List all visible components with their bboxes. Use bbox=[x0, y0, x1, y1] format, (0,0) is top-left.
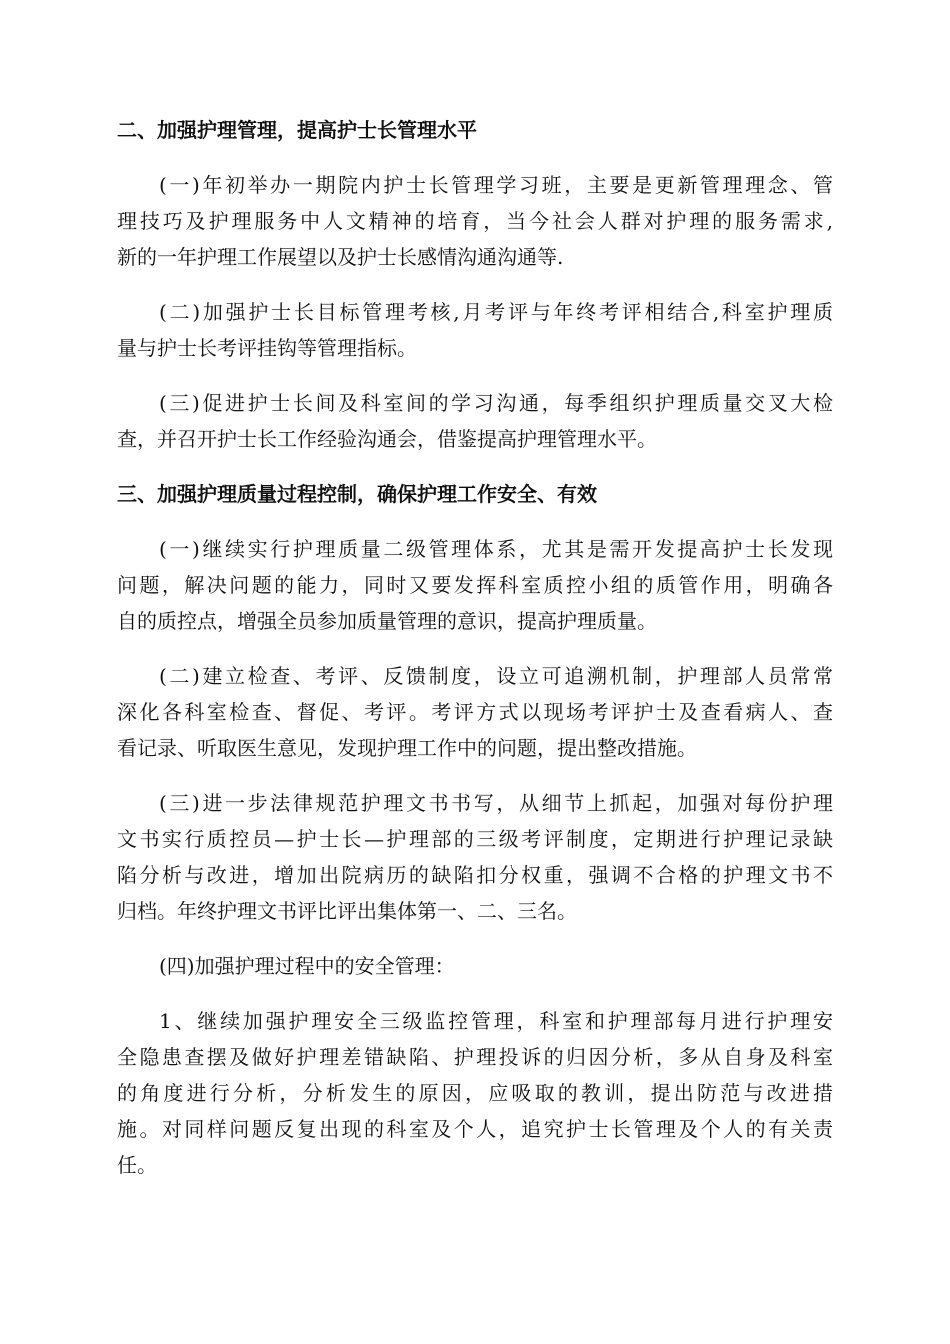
text-line: (二)建立检查、考评、反馈制度，设立可追溯机制，护理部人员常常 bbox=[159, 664, 833, 688]
text-line: 深化各科室检查、督促、考评。考评方式以现场考评护士及查看病人、查 bbox=[117, 700, 833, 724]
text-line: 查，并召开护士长工作经验沟通会，借鉴提高护理管理水平。 bbox=[117, 427, 657, 451]
text-line: 问题，解决问题的能力，同时又要发挥科室质控小组的质管作用，明确各 bbox=[117, 573, 833, 597]
text-line: 的角度进行分析，分析发生的原因，应吸取的教训，提出防范与改进措 bbox=[117, 1081, 833, 1105]
text-line: 施。对同样问题反复出现的科室及个人，追究护士长管理及个人的有关责 bbox=[117, 1117, 833, 1141]
paragraph-3-2 bbox=[117, 658, 833, 766]
paragraph-2-1 bbox=[117, 167, 833, 275]
paragraph-3-4-1 bbox=[117, 1003, 833, 1183]
document-page bbox=[117, 112, 833, 1202]
paragraph-3-3 bbox=[117, 785, 833, 929]
section-heading-2: 二、加强护理管理，提高护士长管理水平 bbox=[117, 118, 477, 142]
text-line: 任。 bbox=[117, 1153, 157, 1177]
text-line: 全隐患查摆及做好护理差错缺陷、护理投诉的归因分析，多从自身及科室 bbox=[117, 1045, 833, 1069]
text-line: 新的一年护理工作展望以及护士长感情沟通沟通等. bbox=[117, 245, 564, 269]
text-line: 文书实行质控员—护士长—护理部的三级考评制度，定期进行护理记录缺 bbox=[117, 827, 833, 851]
section-heading-3: 三、加强护理质量过程控制，确保护理工作安全、有效 bbox=[117, 482, 597, 506]
paragraph-2-2 bbox=[117, 294, 833, 366]
text-line: 量与护士长考评挂钩等管理指标。 bbox=[117, 336, 417, 360]
text-line: (三)进一步法律规范护理文书书写，从细节上抓起，加强对每份护理 bbox=[159, 791, 833, 815]
text-line: (一)年初举办一期院内护士长管理学习班，主要是更新管理理念、管 bbox=[159, 173, 833, 197]
text-line: 看记录、听取医生意见，发现护理工作中的问题，提出整改措施。 bbox=[117, 736, 697, 760]
paragraph-3-1 bbox=[117, 531, 833, 639]
paragraph-3-4 bbox=[117, 948, 833, 984]
text-line: 理技巧及护理服务中人文精神的培育，当今社会人群对护理的服务需求, bbox=[117, 209, 833, 233]
paragraph-2-3 bbox=[117, 385, 833, 457]
text-line: 归档。年终护理文书评比评出集体第一、二、三名。 bbox=[117, 899, 577, 923]
text-line: 1、继续加强护理安全三级监控管理，科室和护理部每月进行护理安 bbox=[159, 1009, 833, 1033]
text-line: (二)加强护士长目标管理考核,月考评与年终考评相结合,科室护理质 bbox=[159, 300, 833, 324]
text-line: (一)继续实行护理质量二级管理体系，尤其是需开发提高护士长发现 bbox=[159, 537, 833, 561]
text-line: 陷分析与改进，增加出院病历的缺陷扣分权重，强调不合格的护理文书不 bbox=[117, 863, 833, 887]
text-line: (四)加强护理过程中的安全管理： bbox=[159, 954, 455, 978]
text-line: 自的质控点，增强全员参加质量管理的意识，提高护理质量。 bbox=[117, 609, 657, 633]
text-line: (三)促进护士长间及科室间的学习沟通，每季组织护理质量交叉大检 bbox=[159, 391, 833, 415]
